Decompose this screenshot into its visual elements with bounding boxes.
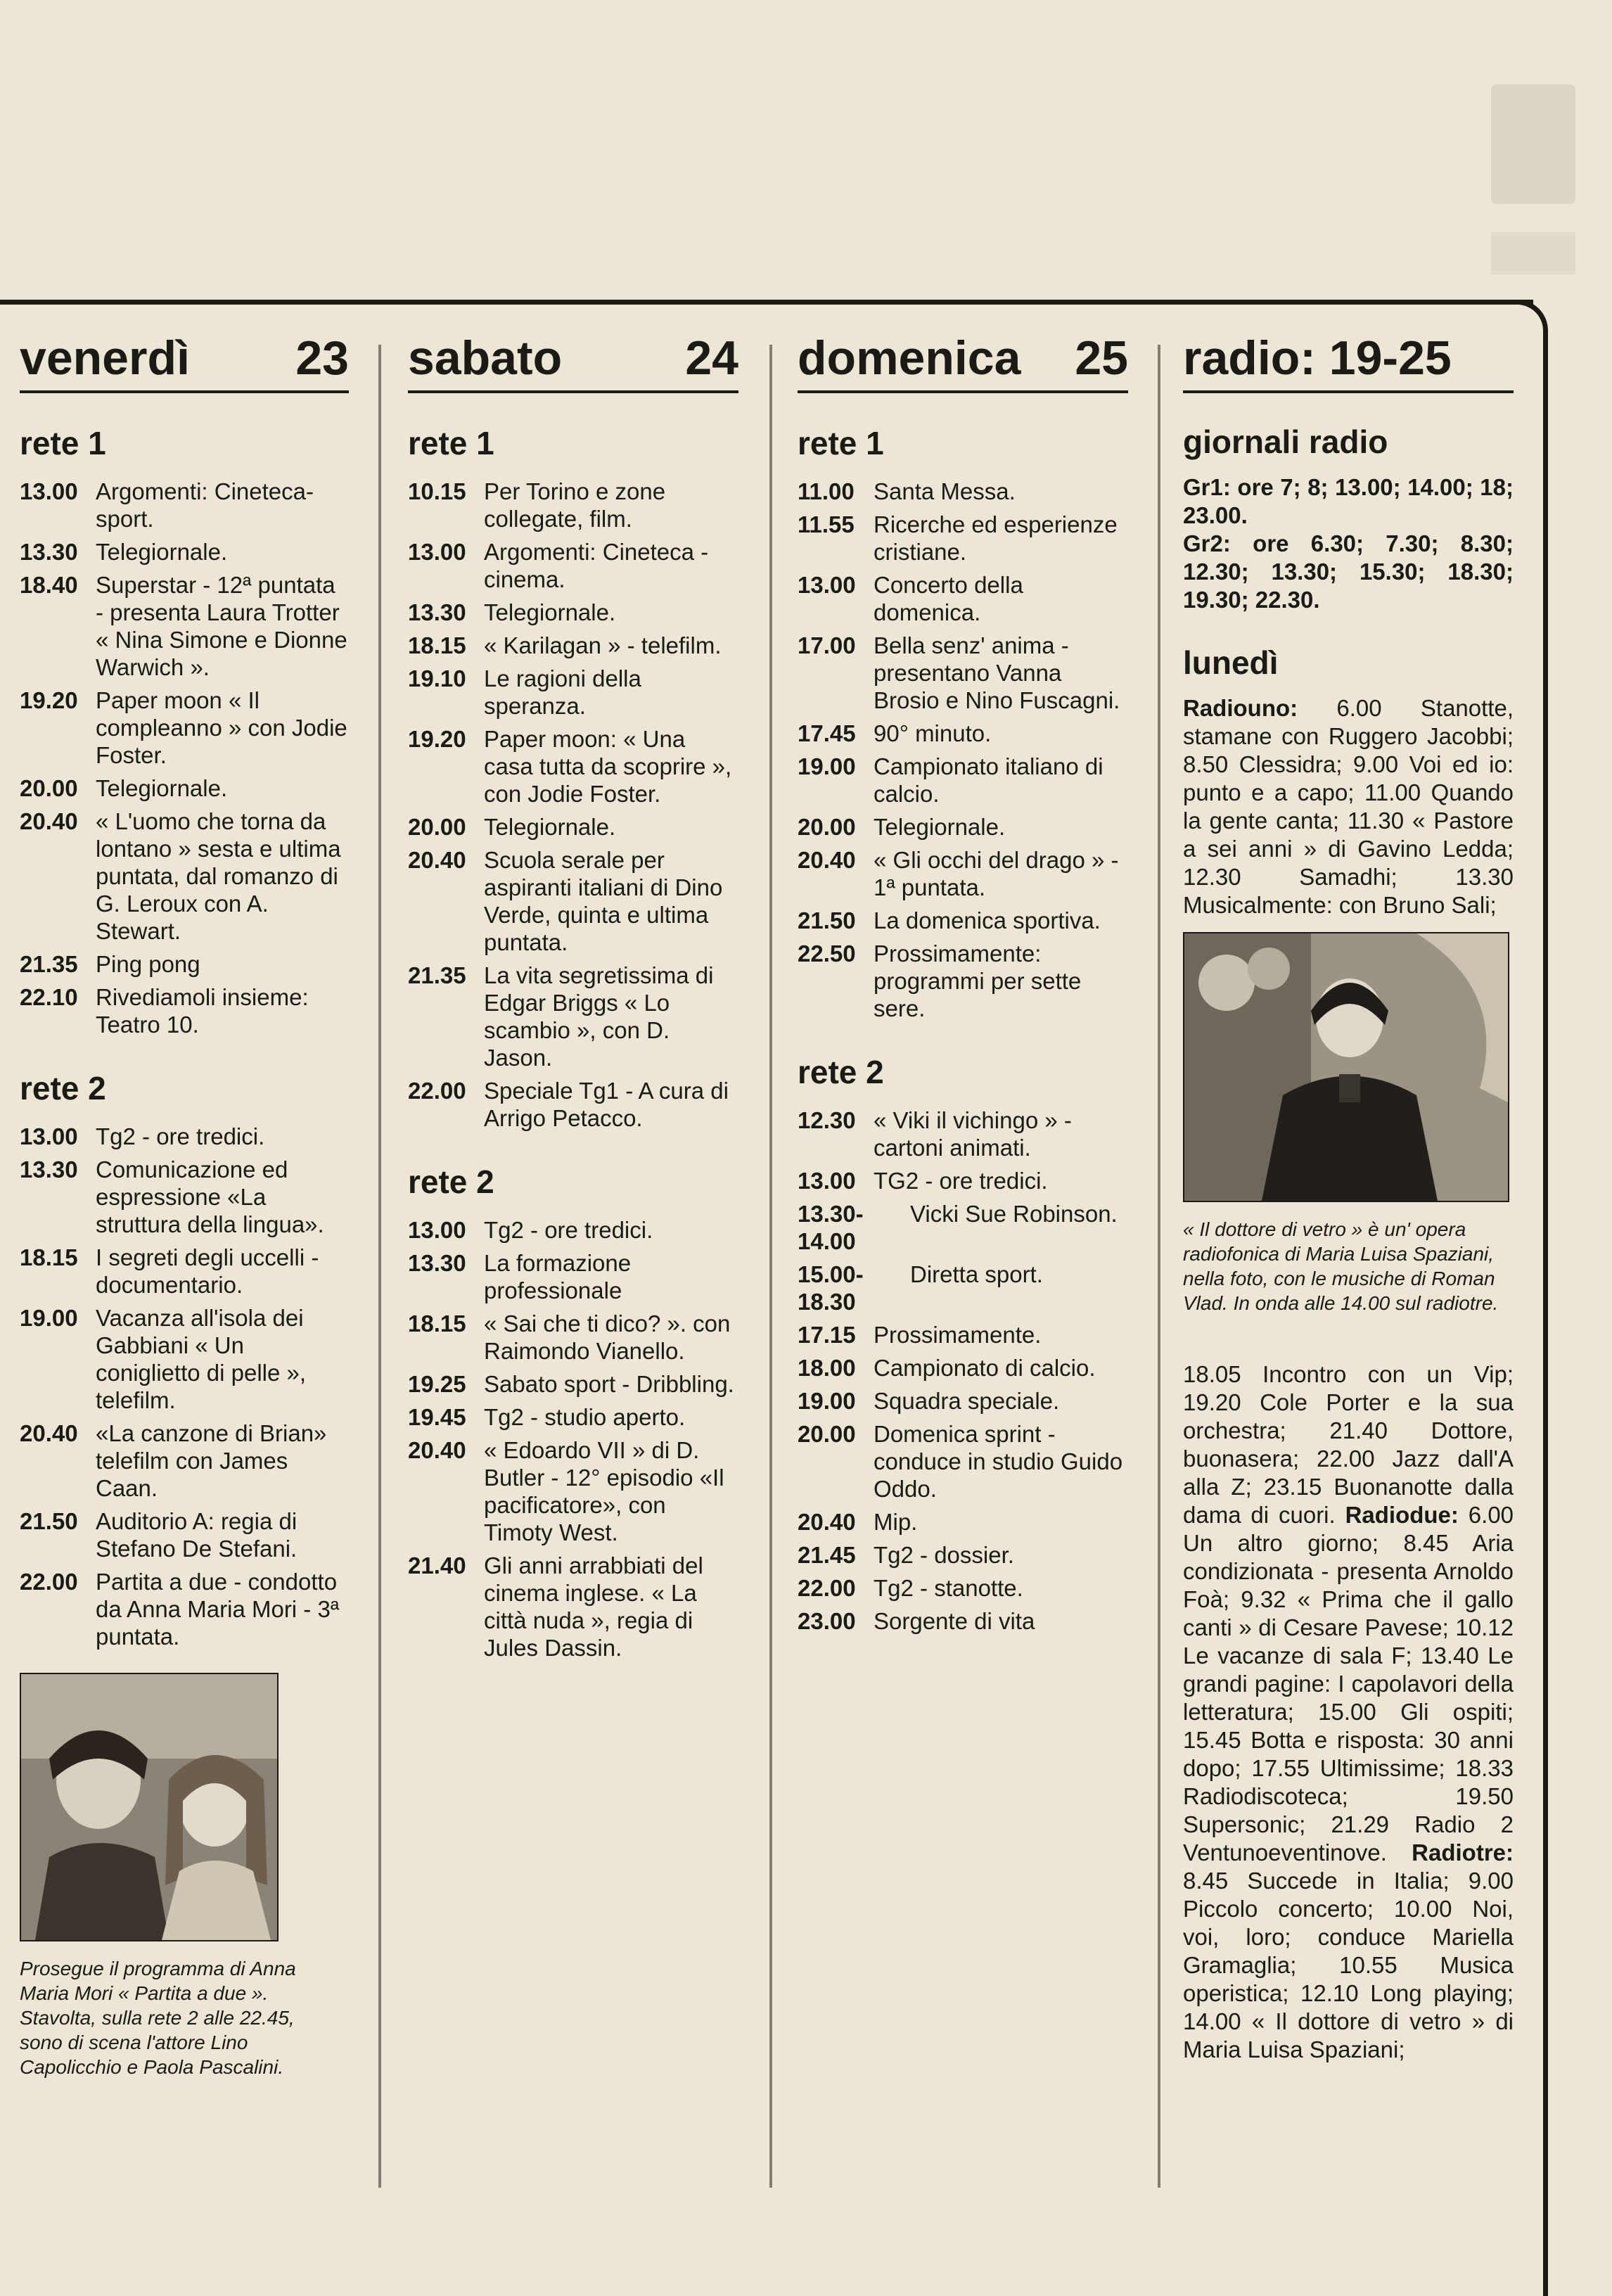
schedule-time: 13.00 [408, 1217, 466, 1243]
schedule-time: 19.20 [20, 687, 78, 713]
schedule-time: 21.40 [408, 1552, 466, 1579]
schedule-time: 20.40 [798, 1509, 856, 1535]
gr2-text: ore 6.30; 7.30; 8.30; 12.30; 13.30; 15.30; 18.30; 19.30; 22.30. [1183, 530, 1514, 613]
schedule-text: Ping pong [96, 951, 200, 977]
schedule-item [798, 1508, 1128, 1536]
radiouno-schedule [1183, 694, 1514, 919]
schedule-time: 20.00 [798, 814, 856, 840]
photo-caption: Prosegue il programma di Anna Maria Mori « Partita a due ». Stavolta, sulla rete 2 alle 22.45, sono di scena l'attore Lino Capolicchio e Paola Pascalini. [20, 1958, 296, 2078]
schedule-item [408, 725, 738, 808]
schedule-item [408, 846, 738, 956]
schedule-text: Telegiornale. [96, 539, 228, 565]
schedule-time: 22.00 [798, 1575, 856, 1601]
schedule-text: « Viki il vichingo » - cartoni animati. [874, 1107, 1072, 1161]
radiouno-label: Radiouno: [1183, 695, 1298, 721]
schedule-item [408, 599, 738, 626]
schedule-time: 19.20 [408, 726, 466, 752]
schedule-text: Superstar - 12ª puntata - presenta Laura Trotter « Nina Simone e Dionne Warwich ». [96, 572, 347, 680]
schedule-time: 20.00 [408, 814, 466, 840]
schedule-text: Tg2 - dossier. [874, 1542, 1014, 1568]
schedule-time: 19.25 [408, 1371, 466, 1397]
gr2-label: Gr2: [1183, 530, 1231, 556]
column-sunday [798, 327, 1128, 1640]
column-divider [378, 345, 381, 2188]
right-rule [1543, 331, 1548, 2296]
schedule-time: 18.00 [798, 1355, 856, 1381]
schedule-item [798, 511, 1128, 566]
schedule-item [408, 538, 738, 593]
schedule-item [20, 478, 349, 532]
photo-actors [20, 1673, 279, 1941]
schedule-time: 20.40 [20, 1420, 78, 1446]
schedule-time: 17.00 [798, 632, 856, 658]
schedule-item [798, 1574, 1128, 1602]
schedule-item [408, 1077, 738, 1132]
schedule-time: 13.30 [408, 599, 466, 625]
schedule-list [798, 478, 1128, 1022]
schedule-text: Telegiornale. [874, 814, 1006, 840]
schedule-item [20, 687, 349, 769]
schedule-text: « Sai che ti dico? ». con Raimondo Vianello. [484, 1310, 731, 1364]
schedule-item [798, 753, 1128, 808]
schedule-time: 22.50 [798, 940, 856, 967]
schedule-text: Concerto della domenica. [874, 572, 1023, 625]
column-radio [1183, 327, 1514, 2064]
schedule-time: 12.30 [798, 1107, 856, 1133]
news-times [1183, 473, 1514, 614]
schedule-time: 20.40 [20, 808, 78, 834]
schedule-item [20, 538, 349, 566]
schedule-item [798, 1106, 1128, 1161]
schedule-text: Squadra speciale. [874, 1388, 1060, 1414]
radio-header [1183, 327, 1514, 393]
schedule-item [798, 478, 1128, 505]
schedule-text: Vacanza all'isola dei Gabbiani « Un coniglietto di pelle », telefilm. [96, 1305, 307, 1413]
schedule-text: Ricerche ed esperienze cristiane. [874, 511, 1118, 565]
schedule-list [408, 478, 738, 1132]
schedule-time: 19.45 [408, 1404, 466, 1430]
day-number: 23 [295, 331, 349, 385]
schedule-time: 19.00 [20, 1305, 78, 1331]
schedule-time: 19.10 [408, 665, 466, 691]
schedule-time: 20.40 [798, 847, 856, 873]
top-rule [0, 300, 1533, 305]
schedule-item [20, 571, 349, 681]
day-header [408, 327, 738, 393]
schedule-text: Argomenti: Cineteca-sport. [96, 478, 314, 532]
schedule-item [798, 1420, 1128, 1503]
schedule-time: 18.15 [20, 1244, 78, 1270]
schedule-text: Diretta sport. [910, 1261, 1043, 1287]
schedule-text: Santa Messa. [874, 478, 1016, 504]
schedule-list [20, 478, 349, 1038]
schedule-text: Speciale Tg1 - A cura di Arrigo Petacco. [484, 1078, 729, 1131]
schedule-text: « Edoardo VII » di D. Butler - 12° episodio «Il pacificatore», con Timoty West. [484, 1437, 724, 1545]
radiouno-text: 6.00 Stanotte, stamane con Ruggero Jacobbi; 8.50 Clessidra; 9.00 Voi ed io: punto e a capo; 11.00 Quando la gente canta; 11.30 « Pastore a sei anni » di Gavino Ledda; 12.30 Samadhi; 13.30 Musicalmente: con Bruno Sali; [1183, 695, 1514, 918]
channel-heading: rete 1 [798, 425, 884, 461]
schedule-item [408, 1249, 738, 1304]
schedule-text: La domenica sportiva. [874, 907, 1101, 933]
radio-title: radio: 19-25 [1183, 331, 1452, 385]
schedule-time: 11.00 [798, 478, 855, 504]
schedule-item [20, 950, 349, 978]
schedule-text: La vita segretissima di Edgar Briggs « Lo scambio », con D. Jason. [484, 962, 714, 1071]
schedule-time: 22.10 [20, 984, 78, 1010]
schedule-time: 13.00 [408, 539, 466, 565]
channel-heading: rete 1 [20, 425, 106, 461]
schedule-item [20, 1244, 349, 1299]
schedule-text: Tg2 - studio aperto. [484, 1404, 686, 1430]
schedule-item [408, 962, 738, 1071]
schedule-time: 20.00 [798, 1421, 856, 1447]
schedule-time: 13.30 [20, 539, 78, 565]
schedule-item [20, 774, 349, 802]
schedule-text: Vicki Sue Robinson. [910, 1201, 1118, 1227]
day-number: 25 [1075, 331, 1128, 385]
schedule-text: I segreti degli uccelli - documentario. [96, 1244, 319, 1298]
schedule-time: 13.30 [408, 1250, 466, 1276]
schedule-item [408, 665, 738, 720]
schedule-item [798, 1354, 1128, 1382]
day-name: sabato [408, 331, 563, 385]
schedule-item [20, 1420, 349, 1502]
schedule-item [798, 1200, 1128, 1255]
schedule-time: 13.00 [798, 572, 856, 598]
schedule-item [798, 907, 1128, 934]
radiodue-label: Radiodue: [1345, 1502, 1459, 1528]
schedule-text: TG2 - ore tredici. [874, 1168, 1048, 1194]
faded-print-mark [1491, 84, 1575, 204]
schedule-list [20, 1123, 349, 1650]
schedule-time: 19.00 [798, 753, 856, 779]
channel-heading: rete 2 [408, 1163, 494, 1200]
schedule-text: Partita a due - condotto da Anna Maria Mori - 3ª puntata. [96, 1569, 340, 1650]
schedule-time: 18.15 [408, 1310, 466, 1337]
schedule-item [408, 1370, 738, 1398]
schedule-item [408, 1436, 738, 1546]
column-saturday [408, 327, 738, 1667]
radiouno-evening [1183, 1360, 1514, 2064]
schedule-text: Sorgente di vita [874, 1608, 1035, 1634]
schedule-time: 23.00 [798, 1608, 856, 1634]
faded-print-mark [1491, 232, 1575, 274]
gr1-label: Gr1: [1183, 474, 1231, 500]
schedule-item [798, 720, 1128, 747]
schedule-text: Gli anni arrabbiati del cinema inglese. « La città nuda », regia di Jules Dassin. [484, 1552, 703, 1661]
schedule-text: Telegiornale. [484, 599, 616, 625]
schedule-text: Sabato sport - Dribbling. [484, 1371, 734, 1397]
schedule-text: Comunicazione ed espressione «La struttura della lingua». [96, 1156, 324, 1237]
column-divider [769, 345, 772, 2188]
column-friday [20, 327, 349, 2079]
day-header [20, 327, 349, 393]
schedule-time: 22.00 [20, 1569, 78, 1595]
schedule-text: Domenica sprint - conduce in studio Guido Oddo. [874, 1421, 1123, 1502]
schedule-text: Campionato italiano di calcio. [874, 753, 1104, 807]
radiouno-text-b: 18.05 Incontro con un Vip; 19.20 Cole Porter e la sua orchestra; 21.40 Dottore, buonasera; 22.00 Jazz dall'A alla Z; 23.15 Buonanotte dalla dama di cuori. [1183, 1361, 1514, 1528]
schedule-text: Bella senz' anima - presentano Vanna Brosio e Nino Fuscagni. [874, 632, 1120, 713]
schedule-item [798, 632, 1128, 714]
schedule-text: Tg2 - stanotte. [874, 1575, 1023, 1601]
schedule-text: Telegiornale. [96, 775, 228, 801]
schedule-time: 13.00 [20, 1123, 78, 1149]
schedule-time: 13.00 [20, 478, 78, 504]
schedule-item [798, 940, 1128, 1022]
channel-heading: rete 1 [408, 425, 494, 461]
schedule-item [408, 1552, 738, 1662]
schedule-text: Auditorio A: regia di Stefano De Stefani. [96, 1508, 298, 1562]
section-heading: lunedì [1183, 644, 1279, 681]
schedule-item [20, 1123, 349, 1150]
schedule-list [798, 1106, 1128, 1635]
schedule-time: 13.30 [20, 1156, 78, 1182]
schedule-item [798, 1167, 1128, 1194]
day-header [798, 327, 1128, 393]
schedule-time: 22.00 [408, 1078, 466, 1104]
schedule-text: Mip. [874, 1509, 918, 1535]
schedule-time: 18.40 [20, 572, 78, 598]
schedule-text: Per Torino e zone collegate, film. [484, 478, 666, 532]
schedule-text: Scuola serale per aspiranti italiani di Dino Verde, quinta e ultima puntata. [484, 847, 723, 955]
schedule-text: Prossimamente: programmi per sette sere. [874, 940, 1082, 1021]
schedule-text: «La canzone di Brian» telefilm con James Caan. [96, 1420, 327, 1501]
schedule-text: Paper moon: « Una casa tutta da scoprire », con Jodie Foster. [484, 726, 732, 807]
schedule-time: 15.00-18.30 [798, 1261, 864, 1315]
schedule-text: « L'uomo che torna da lontano » sesta e ultima puntata, dal romanzo di G. Leroux con A. Stewart. [96, 808, 341, 944]
channel-heading: rete 2 [798, 1054, 884, 1090]
radiotre-text: 8.45 Succede in Italia; 9.00 Piccolo concerto; 10.00 Noi, voi, loro; conduce Mariella Gramaglia; 10.55 Musica operistica; 12.10 Long playing; 14.00 « Il dottore di vetro » di Maria Luisa Spaziani; [1183, 1868, 1514, 2062]
schedule-item [408, 478, 738, 532]
radiodue-text: 6.00 Un altro giorno; 8.45 Aria condizionata - presenta Arnoldo Foà; 9.32 « Prima che il gallo canti » di Cesare Pavese; 10.12 Le vacanze di sala F; 13.40 Le grandi pagine: I capolavori della letteratura; 15.00 Gli ospiti; 15.45 Botta e risposta: 30 anni dopo; 17.55 Ultimissime; 18.33 Radiodiscoteca; 19.50 Supersonic; 21.29 Radio 2 Ventunoeventinove. [1183, 1502, 1514, 1866]
photo-caption: « Il dottore di vetro » è un' opera radiofonica di Maria Luisa Spaziani, nella foto, con le musiche di Roman Vlad. In onda alle 14.00 sul radiotre. [1183, 1218, 1499, 1314]
schedule-time: 19.00 [798, 1388, 856, 1414]
schedule-text: « Karilagan » - telefilm. [484, 632, 722, 658]
schedule-item [798, 813, 1128, 841]
schedule-item [798, 1607, 1128, 1635]
schedule-time: 20.00 [20, 775, 78, 801]
schedule-time: 13.30-14.00 [798, 1201, 864, 1254]
schedule-time: 13.00 [798, 1168, 856, 1194]
schedule-item [798, 1321, 1128, 1348]
photo-author [1183, 932, 1509, 1202]
schedule-time: 17.15 [798, 1322, 856, 1348]
column-divider [1158, 345, 1160, 2188]
schedule-item [798, 1541, 1128, 1569]
schedule-time: 11.55 [798, 511, 855, 537]
schedule-text: Telegiornale. [484, 814, 616, 840]
schedule-time: 18.15 [408, 632, 466, 658]
schedule-time: 21.50 [20, 1508, 78, 1534]
schedule-item [408, 632, 738, 659]
schedule-text: La formazione professionale [484, 1250, 632, 1303]
schedule-item [20, 1568, 349, 1650]
schedule-time: 21.35 [20, 951, 78, 977]
schedule-text: « Gli occhi del drago » - 1ª puntata. [874, 847, 1119, 900]
schedule-time: 20.40 [408, 847, 466, 873]
schedule-item [408, 813, 738, 841]
schedule-time: 20.40 [408, 1437, 466, 1463]
schedule-item [798, 1387, 1128, 1415]
schedule-text: Rivediamoli insieme: Teatro 10. [96, 984, 309, 1038]
day-number: 24 [685, 331, 738, 385]
section-heading: giornali radio [1183, 423, 1388, 460]
schedule-time: 21.45 [798, 1542, 856, 1568]
schedule-time: 17.45 [798, 720, 856, 746]
day-name: domenica [798, 331, 1021, 385]
schedule-text: Argomenti: Cineteca - cinema. [484, 539, 709, 592]
schedule-text: Tg2 - ore tredici. [96, 1123, 265, 1149]
schedule-text: Le ragioni della speranza. [484, 665, 641, 719]
schedule-time: 21.35 [408, 962, 466, 988]
schedule-item [798, 846, 1128, 901]
radiotre-label: Radiotre: [1412, 1839, 1514, 1866]
schedule-item [20, 1304, 349, 1414]
schedule-item [20, 1156, 349, 1238]
schedule-time: 10.15 [408, 478, 466, 504]
channel-heading: rete 2 [20, 1070, 106, 1106]
schedule-item [798, 571, 1128, 626]
schedule-text: Prossimamente. [874, 1322, 1042, 1348]
schedule-item [20, 1507, 349, 1562]
schedule-item [20, 808, 349, 945]
gr1-text: ore 7; 8; 13.00; 14.00; 18; 23.00. [1183, 474, 1514, 528]
day-name: venerdì [20, 331, 190, 385]
schedule-text: Campionato di calcio. [874, 1355, 1096, 1381]
schedule-item [408, 1216, 738, 1244]
schedule-item [408, 1403, 738, 1431]
schedule-text: Paper moon « Il compleanno » con Jodie Foster. [96, 687, 347, 768]
schedule-text: 90° minuto. [874, 720, 992, 746]
schedule-text: Tg2 - ore tredici. [484, 1217, 653, 1243]
schedule-time: 21.50 [798, 907, 856, 933]
schedule-list [408, 1216, 738, 1662]
schedule-item [20, 983, 349, 1038]
schedule-item [408, 1310, 738, 1365]
schedule-item [798, 1261, 1128, 1315]
